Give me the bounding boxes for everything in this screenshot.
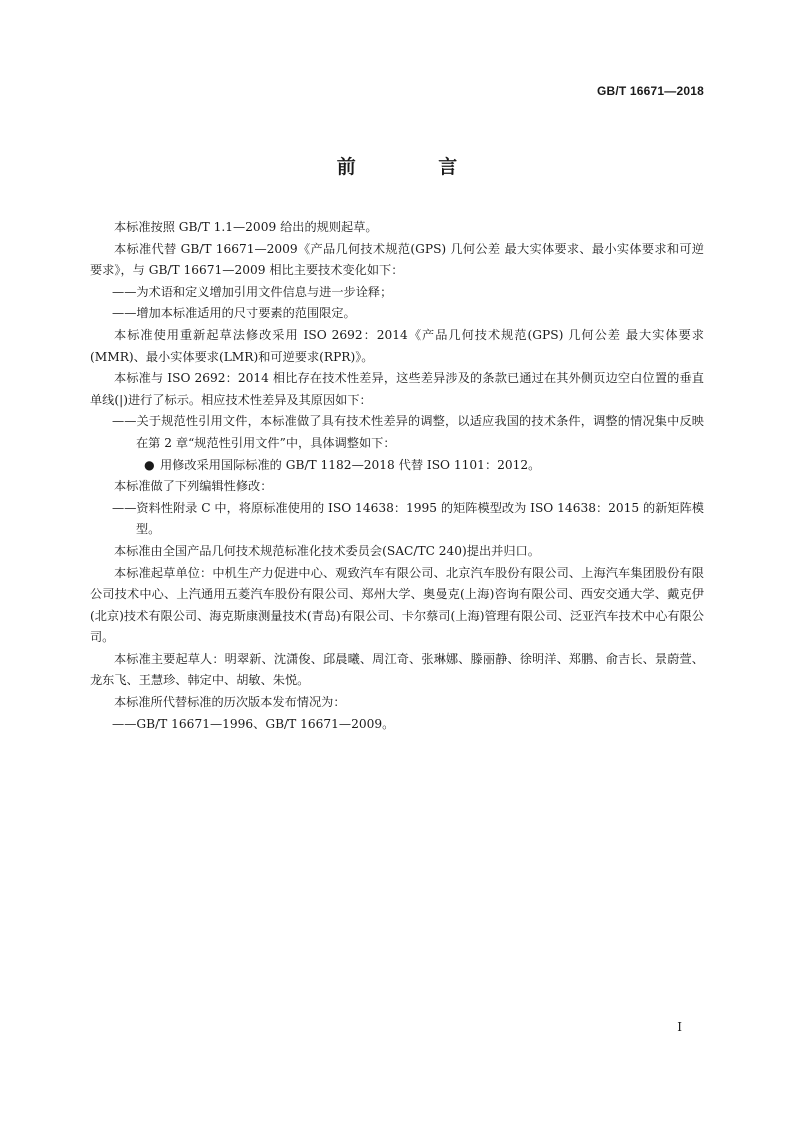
difference-item-1: ——关于规范性引用文件，本标准做了具有技术性差异的调整，以适应我国的技术条件，调整的情况集中反映在第 2 章“规范性引用文件”中，具体调整如下：: [112, 414, 704, 450]
paragraph-editorial: 本标准做了下列编辑性修改：: [114, 479, 273, 494]
paragraph-drafters: 本标准主要起草人：明翠新、沈潇俊、邱晨曦、周江奇、张琳娜、滕丽静、徐明洋、郑鹏、俞吉长、景蔚萱、龙东飞、王慧珍、韩定中、胡敏、朱悦。: [90, 651, 704, 688]
paragraph-replaces: 本标准代替 GB/T 16671—2009《产品几何技术规范(GPS) 几何公差 最大实体要求、最小实体要求和可逆要求》，与 GB/T 16671—2009 相比主要技术变化如下：: [90, 241, 704, 278]
bullet-item: [90, 455, 704, 477]
paragraph-history: 本标准所代替标准的历次版本发布情况为：: [114, 695, 346, 710]
change-item-1: ——为术语和定义增加引用文件信息与进一步诠释；: [112, 284, 393, 299]
paragraph-drafting-units: 本标准起草单位：中机生产力促进中心、观致汽车有限公司、北京汽车股份有限公司、上海汽车集团股份有限公司技术中心、上汽通用五菱汽车股份有限公司、郑州大学、奥曼克(上海)咨询有限公司、西安交通大学、戴克伊(北京)技术有限公司、海克斯康测量技术(青岛)有限公司、卡尔蔡司(上海)管理有限公司、泛亚汽车技术中心有限公司。: [90, 565, 704, 645]
paragraph-adoption: 本标准使用重新起草法修改采用 ISO 2692：2014《产品几何技术规范(GPS) 几何公差 最大实体要求(MMR)、最小实体要求(LMR)和可逆要求(RPR)》。: [90, 327, 704, 364]
history-item: ——GB/T 16671—1996、GB/T 16671—2009。: [112, 716, 395, 731]
foreword-body: [90, 217, 704, 735]
paragraph-technical-differences: 本标准与 ISO 2692：2014 相比存在技术性差异，这些差异涉及的条款已通过在其外侧页边空白位置的垂直单线(|)进行了标示。相应技术性差异及其原因如下：: [90, 371, 704, 407]
bullet-icon: ●: [144, 457, 155, 472]
editorial-item-1: ——资料性附录 C 中，将原标准使用的 ISO 14638：1995 的矩阵模型改为 ISO 14638：2015 的新矩阵模型。: [112, 500, 704, 537]
page-number: I: [677, 1020, 682, 1034]
change-item-2: ——增加本标准适用的尺寸要素的范围限定。: [112, 306, 356, 321]
standard-code: GB/T 16671—2018: [596, 84, 704, 98]
page-title: 前 言: [336, 156, 496, 178]
paragraph-drafting-rules: 本标准按照 GB/T 1.1—2009 给出的规则起草。: [114, 220, 378, 234]
paragraph-committee: 本标准由全国产品几何技术规范标准化技术委员会(SAC/TC 240)提出并归口。: [114, 543, 540, 558]
bullet-text: 用修改采用国际标准的 GB/T 1182—2018 代替 ISO 1101：2012。: [160, 457, 541, 472]
